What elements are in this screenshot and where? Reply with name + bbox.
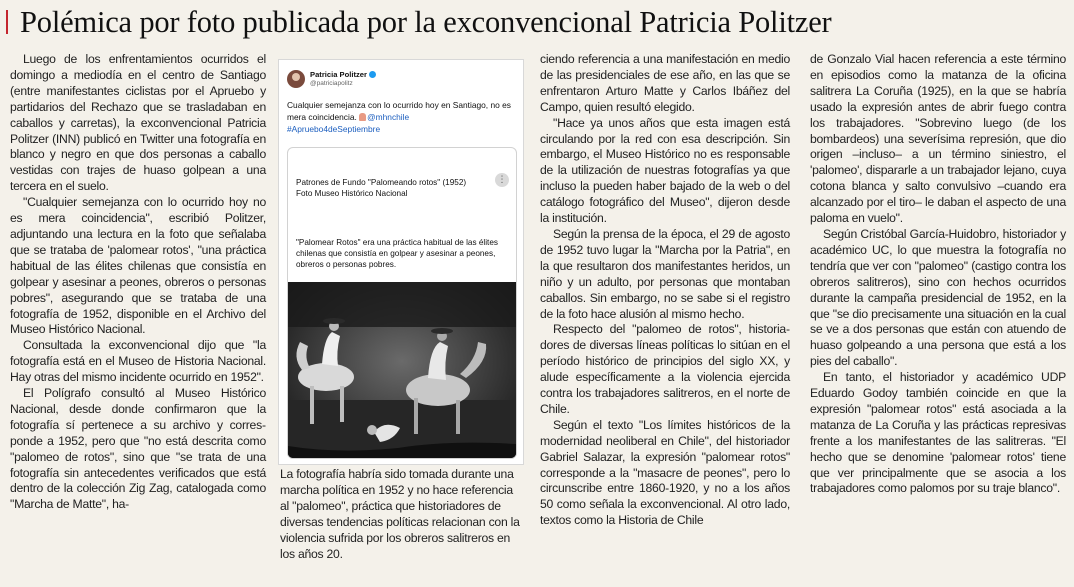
card-description: "Palomear Rotos" era una práctica habitual de las élites chilenas que consistía en golpear y asesinar a peones, obreros o personas pobres.: [296, 238, 498, 269]
column1-paragraph-3: Consultada la exconvencional dijo que "la fotografía está en el Museo de Historia Nacional. Hay otras del mismo incidente ocurrido en 1952".: [10, 338, 266, 385]
headline: Polémica por foto publicada por la exconvencional Patricia Politzer: [20, 5, 832, 39]
historical-photo: [288, 282, 516, 458]
headline-accent-mark: [6, 10, 8, 34]
card-title: Patrones de Fundo "Palomeando rotos" (1952) Foto Museo Histórico Nacional: [296, 178, 467, 198]
tweet-text: [287, 100, 519, 135]
column1-paragraph-1: Luego de los enfrentamientos ocurridos el domingo a mediodía en el centro de Santiago (entre manifestantes ciclistas por el Apruebo y partidarios del Rechazo que se trasladaban en caballos y carretas), la exconvencional Patricia Politzer (INN) publicó en Twitter una fotografía en blanco y negro en que dos personas a caballo vestidas con trajes de huaso golpean a una tercera en el suelo.: [10, 52, 266, 194]
column4-paragraph-1: de Gonzalo Vial hacen referencia a este término en episodios como la matanza de la oficina salitrera La Coruña (1925), en la que se habría usado la expresión antes de abrir fuego contra los trabajadores. "Sobrevino luego (de los bombardeos) una severísima represión, que dio origen –incluso– a un término siniestro, el 'palomeo', dispararle a un trabajador lejano, cuya cotona blanca y salto convulsivo –cuando era alcanzado por el tiro– le daban el aspecto de una paloma en vuelo".: [810, 52, 1066, 226]
tweet-hashtag: #Apruebo4deSeptiembre: [287, 123, 381, 134]
tweet-author-name: Patricia Politzer: [310, 70, 376, 79]
column3-paragraph-3: Según la prensa de la época, el 29 de agosto de 1952 tuvo lugar la "Marcha por la Patria", en la que resultaron dos manifestantes heridos, un niño y un adulto, por personas que montaban caballos. Sin embargo, no se sabe si el registro de la foto hace alusión al mismo hecho.: [540, 226, 790, 321]
column3-paragraph-2: "Hace ya unos años que esta imagen está circulando por la red con esa descripción. Sin embargo, el Museo Histórico no es responsable de la utilización de nuestras fotografías ya que incluso la pueden haber bajado de la web o del catálogo fotográfico del Museo", dijeron desde la institución.: [540, 115, 790, 226]
article-column-4: [810, 52, 1066, 497]
avatar: [287, 70, 305, 88]
tweet-body: Cualquier semejanza con lo ocurrido hoy en Santiago, no es mera coincidencia.: [287, 100, 511, 122]
article-column-1: [10, 52, 266, 513]
photo-caption: La fotografía habría sido tomada durante una marcha política en 1952 y no hace referencia al "palomeo", práctica que historiadores de diversas tendencias políticas relacionan con la violencia sufrida por los obreros salitreros en los años 20.: [280, 467, 520, 561]
tweet-mention: @mhnchile: [367, 111, 410, 122]
tweet-image-card: [287, 147, 517, 459]
verified-badge-icon: [369, 71, 376, 78]
column4-paragraph-3: En tanto, el historiador y académico UDP Eduardo Godoy también coincide en que la expresión "palomear rotos" está asociada a la matanza de La Coruña y las prácticas represivas frente a los manifestantes de las salitreras. "El hecho que se denomine 'palomear rotos' tiene que ver principalmente que se asocia a los trabajadores como palomos por su traje blanco".: [810, 370, 1066, 496]
article-column-3: [540, 52, 790, 529]
tweet-author-handle: @patriciapolitz: [310, 80, 353, 87]
hand-emoji-icon: [359, 113, 366, 121]
column4-paragraph-2: Según Cristóbal García-Huidobro, historiador y académico UC, lo que muestra la fotografía no tendría que ver con "palomeo" (castigo contra los obreros salitreros), sino con hechos ocurridos durante la campaña presidencial de 1952, en la que "se dio precisamente una situación en la cual se ve a dos personas que están con atuendo de huaso golpeando a una persona que está a los pies del caballo".: [810, 226, 1066, 369]
vertical-dots-icon: ⋮: [495, 173, 509, 187]
tweet-screenshot: [278, 59, 524, 465]
column1-paragraph-4: El Polígrafo consultó al Museo Histórico Nacional, desde donde confirmaron que la fotografía sí pertenece a su archivo y corresponde a 1952, pero que "no está descrita como "palomeo de rotos", sino que "se trata de una fotografía sin antecedentes verificados que está dentro de la colección Zig Zag, catalogada como "Marcha de Matte", ha-: [10, 386, 266, 512]
column3-paragraph-4: Respecto del "palomeo de rotos", historiadores de diversas líneas políticas lo sitúan en el período histórico de principios del siglo XX, y alude específicamente a la violencia ejercida contra los trabajadores salitreros, en el norte de Chile.: [540, 322, 790, 416]
headline-bar: [0, 0, 1074, 42]
column1-paragraph-2: "Cualquier semejanza con lo ocurrido hoy no es mera coincidencia", escribió Politzer, adjuntando una lectura en la foto que señalaba que se trataba de 'palomear rotos', "una práctica habitual de las élites chilenas que consistía en golpear y asesinar a peones, obreros o personas pobres", asegurando que se trataba de una fotografía de 1952, disponible en el Archivo del Museo Histórico Nacional.: [10, 195, 266, 337]
column3-paragraph-1: ciendo referencia a una manifestación en medio de las presidenciales de ese año, en las que se enfrentaron Arturo Matte y Carlos Ibáñez del Campo, quien resultó elegido.: [540, 52, 790, 114]
column3-paragraph-5: Según el texto "Los límites históricos de la modernidad neoliberal en Chile", del historiador Gabriel Salazar, la expresión "palomear rotos" corresponde a la "masacre de peones", pero lo circunscribe entre 1860-1920, y no a los años 50 como señala la exconvencional. Al otro lado, textos como la Historia de Chile: [540, 417, 790, 528]
